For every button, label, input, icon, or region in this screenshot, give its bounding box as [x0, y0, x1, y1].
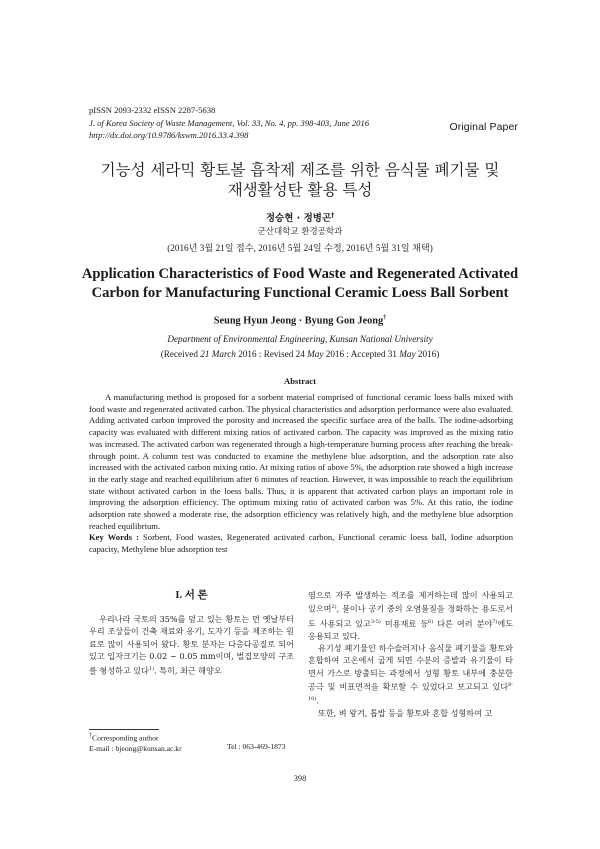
citation-ref: 3-5)	[370, 618, 381, 625]
paragraph-text: 미용재료 등	[380, 618, 429, 629]
issn-line: pISSN 2093-2332 eISSN 2287-5638	[89, 105, 216, 115]
english-affiliation: Department of Environmental Engineering, Kunsan National University	[167, 334, 433, 344]
abstract-text: A manufacturing method is proposed for a sorbent material comprised of functional ceramic loess balls mixed with food waste and regenerated activated carbon. The physical characteristics and adsorption performance were also evaluated. Adding activated carbon improved the porosity and increased the specific surface area of the balls. The iodine-adsorbing capacity was evaluated with different mixing ratios of activated carbon. The capacity was improved as the mixing ratio was increased. The activated carbon was regenerated through a high-temperature burning process after reaching the break-through point. A column test was conducted to examine the methylene blue adsorption, and the adsorption rate also increased with the activated carbon mixing ratio. At mixing ratios of above 5%, the adsorption rate showed a high increase in the early stage and reached equilibrium after 6 minutes of reaction. However, it was impossible to reach the equilibrium state without activated carbon in the loess balls. Thus, it is apparent that activated carbon plays an important role in improving the adsorption efficiency. The optimum mixing ratio of activated carbon was 5%. At this ratio, the iodine adsorption rate showed a moderate rise, the adsorption efficiency was relatively high, and the methylene blue adsorption reached equilibrium.	[89, 392, 513, 531]
english-author-names: Seung Hyun Jeong · Byung Gon Jeong	[213, 315, 384, 327]
paragraph-text: .	[316, 696, 319, 706]
paragraph-text: 유기성 폐기물인 하수슬러지나 음식물 폐기물을 황토와 혼합하여 고온에서 굽게 되면 수분의 증발과 유기물이 타면서 가스로 방출되는 과정에서 성형 황토 내부에 충분한 공극 및 비표면적을 확보할 수 있었다고 보고되고 있다	[308, 643, 513, 692]
paragraph-text: 또한, 벼 왕겨, 톱밥 등을 황토와 혼합 성형하여 고	[318, 708, 493, 719]
korean-title-line2: 재생활성탄 활용 특성	[227, 181, 373, 199]
paragraph-text: 염으로 자주 발생하는 적조를 제거하는데 많이 사용되고 있으며	[308, 590, 513, 615]
paragraph	[308, 707, 513, 719]
english-authors	[0, 315, 600, 326]
section-heading: I. 서 론	[175, 590, 208, 601]
korean-affiliation: 군산대학교 환경공학과	[257, 227, 343, 237]
abstract-heading: Abstract	[284, 376, 316, 386]
paragraph-text: 에도 응용되고 있다.	[308, 618, 513, 641]
accepted-month: May	[399, 349, 416, 359]
korean-corresponding-mark: †	[331, 211, 335, 219]
doi-link[interactable]: http://dx.doi.org/10.9786/kswm.2016.33.4.398	[89, 130, 249, 140]
page-number: 398	[293, 774, 307, 783]
keywords-list: Sorbent, Food wastes, Regenerated activated carbon, Functional ceramic loess ball, Iodine adsorption capacity, Methylene blue adsorption test	[89, 532, 513, 554]
footnote-mark: †	[89, 733, 92, 739]
citation-ref: 8-10)	[308, 682, 513, 703]
english-corresponding-mark: †	[383, 315, 387, 321]
english-title-line1: Application Characteristics of Food Waste and Regenerated Activated	[81, 266, 519, 282]
english-title-line2: Carbon for Manufacturing Functional Ceramic Loess Ball Sorbent	[91, 284, 509, 301]
dates-part: 2016)	[415, 349, 440, 359]
received-month: 21 March	[200, 349, 236, 359]
footnote	[89, 731, 294, 755]
english-dates	[0, 349, 600, 359]
citation-ref: 7)	[492, 618, 498, 625]
citation-ref: 1)	[148, 665, 155, 672]
keywords	[89, 532, 513, 555]
journal-header	[89, 104, 369, 142]
paragraph-text: . 특히, 최근 해양오	[154, 665, 222, 676]
paragraph	[308, 642, 513, 707]
footnote-email[interactable]: E-mail : bjeong@kunsan.ac.kr	[89, 744, 182, 754]
korean-title-line1: 기능성 세라믹 황토볼 흡착제 제조를 위한 음식물 폐기물 및	[100, 161, 500, 179]
korean-title	[0, 160, 600, 200]
paragraph-text: 우리나라 국토의 35%를 덮고 있는 황토는 먼 옛날부터 우리 조상들이 건축 재료와 옹기, 도자기 등을 제조하는 원료로 많이 사용되어 왔다. 황토 분자는 다층다공질로 되어 있고 입자크기는 0.02 ~ 0.05 mm이며, 벌집모양의 구조를 형성하고 있다	[89, 614, 294, 676]
footnote-rule	[89, 729, 159, 730]
korean-author-names: 정승현 · 정병곤	[265, 213, 332, 224]
journal-citation: J. of Korea Society of Waste Management, Vol. 33, No. 4, pp. 398-403, June 2016	[89, 117, 370, 128]
revised-month: May	[307, 349, 324, 359]
body-column-left	[89, 613, 294, 677]
citation-ref: 6)	[428, 618, 434, 625]
dates-part: 2016 : Accepted 31	[323, 349, 400, 359]
paragraph-text: 다른 여러 분야	[433, 618, 493, 629]
footnote-tel: Tel : 063-469-1873	[227, 741, 286, 751]
keywords-label: Key Words :	[89, 532, 139, 542]
korean-dates: (2016년 3월 21일 접수, 2016년 5월 24일 수정, 2016년 5월 31일 채택)	[167, 243, 433, 253]
paragraph-text: , 물이나 공기 중의 오염물질을 정화하는 용도로서도 사용되고 있고	[308, 604, 513, 629]
paragraph	[308, 589, 513, 642]
english-title	[0, 265, 600, 302]
korean-authors	[0, 210, 600, 224]
dates-part: 2016 : Revised 24	[235, 349, 308, 359]
paragraph	[89, 613, 294, 677]
article-type-label: Original Paper	[449, 121, 518, 133]
footnote-label: Corresponding author	[92, 733, 159, 743]
citation-ref: 2)	[331, 604, 337, 611]
body-column-right	[308, 589, 513, 720]
dates-part: (Received	[160, 349, 201, 359]
